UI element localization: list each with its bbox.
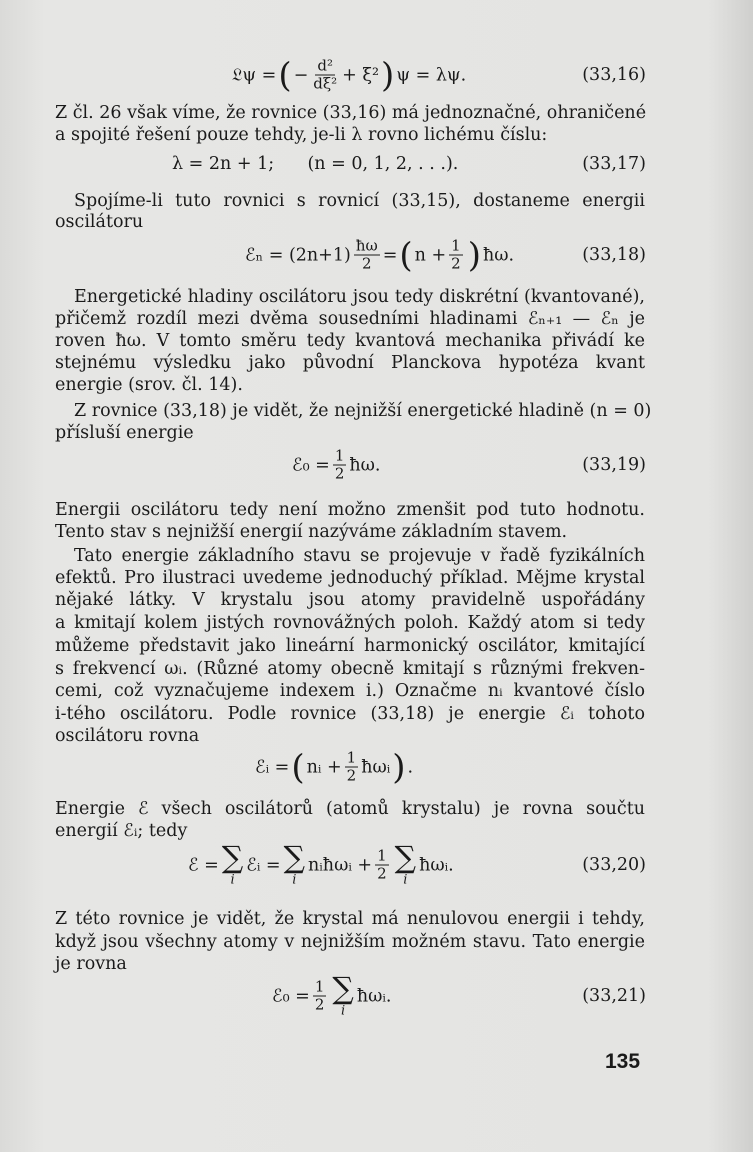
sum-sign: ∑ i [332,971,354,1019]
text-line: když jsou všechny atomy v nejnižším možném stavu. Tato energie [55,932,645,952]
equation-number: (33,21) [582,986,646,1006]
equation-ei: ℰᵢ = ( nᵢ + $\frac{1}{2}$ ħωᵢ ) . [255,747,414,787]
text-line: Energii oscilátoru tedy není možno zmenšit pod tuto hodnotu. [55,500,645,520]
eq-rhs: ψ = λψ. [396,65,467,85]
fraction: $\frac{1}{2}$ [451,236,461,273]
text-line: cemi, což vyznačujeme indexem i.) Označme nᵢ kvantové číslo [55,681,645,701]
page-number: 135 [605,1050,641,1073]
sum-sign: ∑ i [221,840,244,888]
equation-33-17: λ = 2n + 1; (n = 0, 1, 2, . . .). (33,17) [172,154,646,174]
minus-sign: − [293,65,309,85]
text-line: efektů. Pro ilustraci uvedeme jednoduchý příklad. Mějme krystal [55,568,645,588]
text-line: stejnému výsledku jako původní Planckova hypotéza kvant [55,353,645,373]
fraction: $\frac{1}{2}$ [346,748,357,785]
eq-lhs: 𝔏ψ = [232,65,277,85]
text-line: roven ħω. V tomto směru tedy kvantová mechanika přivádí ke [55,331,645,351]
text-line: i-tého oscilátoru. Podle rovnice (33,18) je energie ℰᵢ tohoto [55,704,645,724]
equation-number: (33,16) [582,65,646,85]
text-line: Tato energie základního stavu se projevuje v řadě fyzikálních [74,546,645,566]
text-line: přičemž rozdíl mezi dvěma sousedními hladinami ℰₙ₊₁ — ℰₙ je [55,309,645,329]
equation-33-16 [0,48,753,102]
text-line: je rovna [55,954,127,974]
equation-33-18: ℰₙ = (2n+1) $\frac{ħ\omega}{2}$ = ( n + $\frac{1}{2}$ ) ħω. (33,18) [245,235,646,275]
text-line: s frekvencí ωᵢ. (Různé atomy obecně kmitají s různými frekven- [55,659,645,679]
equation-number: (33,19) [582,455,646,475]
text-line: můžeme představit jako lineární harmonický oscilátor, kmitající [55,636,645,656]
eq-middle: + ξ² [342,65,380,85]
text-line: Energetické hladiny oscilátoru jsou tedy diskrétní (kvantované), [74,287,645,307]
text-line: a spojité řešení pouze tehdy, je-li λ rovno lichému číslu: [55,125,548,145]
text-line: energií ℰᵢ; tedy [55,821,188,841]
sum-sign: ∑ i [394,840,417,888]
equation-33-19: ℰ₀ = $\frac{1}{2}$ ħω. (33,19) [292,446,646,483]
eq-lhs: ℰₙ = (2n+1) [245,245,351,265]
text-line: Spojíme-li tuto rovnici s rovnicí (33,15), dostaneme energii [74,191,645,211]
text-line: přísluší energie [55,423,194,443]
text-line: oscilátoru [55,212,144,232]
equation-number: (33,17) [582,154,646,174]
fraction: $\frac{1}{2}$ [334,446,345,483]
equation-number: (33,18) [582,245,646,265]
equation-number: (33,20) [582,855,646,875]
text-line: Z rovnice (33,18) je vidět, že nejnižší energetické hladině (n = 0) [74,401,652,421]
text-line: oscilátoru rovna [55,726,200,746]
fraction: $\frac{\text{d²}}{\text{dξ²}}$ [313,56,338,93]
text-line: nějaké látky. V krystalu jsou atomy pravidelně uspořádány [55,590,645,610]
fraction: $\frac{ħ\omega}{2}$ [355,236,378,273]
paren-close: ) [381,55,395,95]
text-line: a kmitají kolem jistých rovnovážných poloh. Každý atom si tedy [55,613,645,633]
text-line: Energie ℰ všech oscilátorů (atomů krystalu) je rovna součtu [55,799,645,819]
paren-open: ( [278,55,292,95]
equation-33-21: ℰ₀ = $\frac{1}{2}$ ∑ i ħωᵢ. (33,21) [272,971,646,1019]
fraction: $\frac{1}{2}$ [314,977,325,1014]
equation-33-20: ℰ = ∑ i ℰᵢ = ∑ i nᵢħωᵢ + $\frac{1}{2}$ ∑ i ħωᵢ. (33,20) [188,840,646,888]
text-line: Z čl. 26 však víme, že rovnice (33,16) má jednoznačné, ohraničené [55,103,647,123]
sum-sign: ∑ i [283,840,306,888]
fraction: $\frac{1}{2}$ [377,846,387,883]
text-line: Tento stav s nejnižší energií nazýváme základním stavem. [55,522,568,542]
text-line: energie (srov. čl. 14). [55,375,243,395]
text-line: Z této rovnice je vidět, že krystal má nenulovou energii i tehdy, [55,909,645,929]
